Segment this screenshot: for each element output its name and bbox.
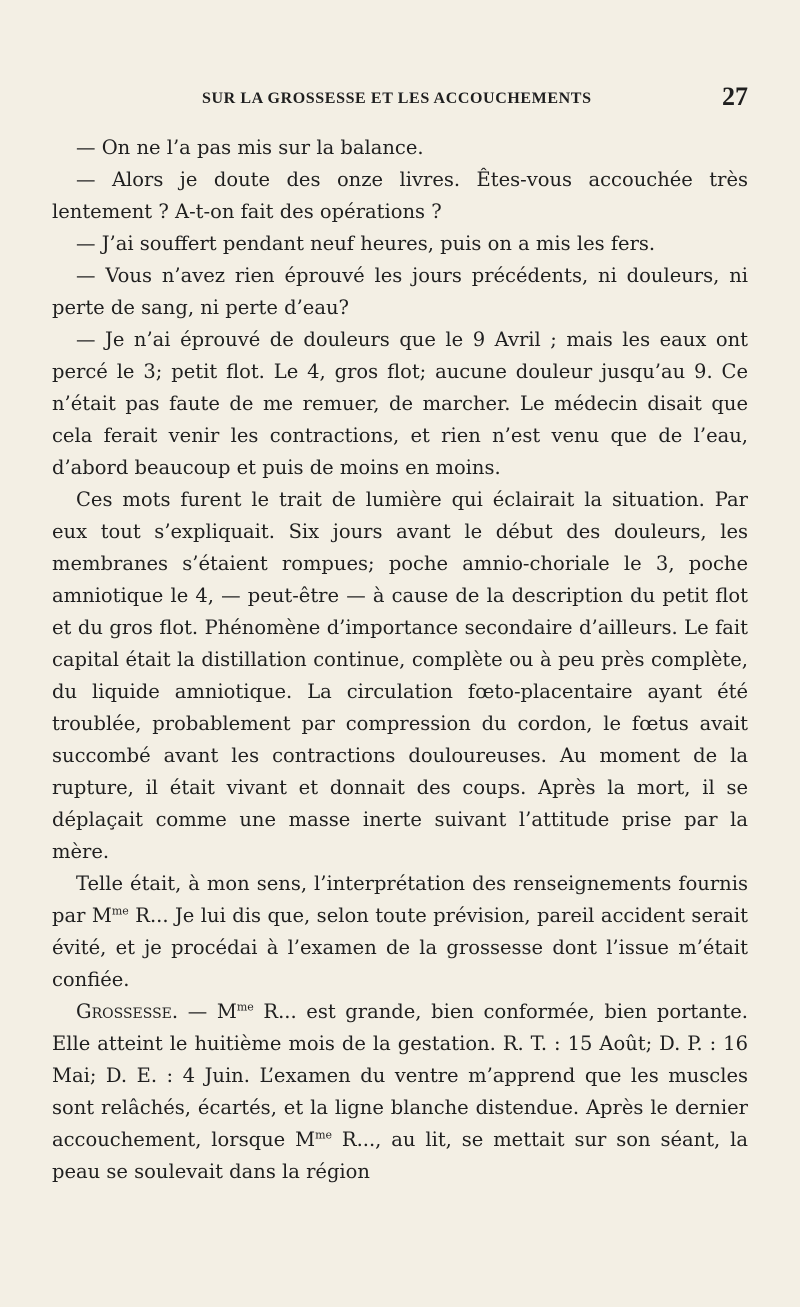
paragraph-text: R..., au lit, se mettait sur son séant, la peau se soulevait dans la région [52,1128,748,1183]
page-number: 27 [722,82,748,111]
header-title: SUR LA GROSSESSE ET LES ACCOUCHEMENTS [202,90,592,107]
paragraph: — Je n’ai éprouvé de douleurs que le 9 Avril ; mais les eaux ont percé le 3; petit flot. Le 4, gros flot; aucune douleur jusqu’au 9. Ce n’était pas faute de me remuer, de marcher. Le médecin disait que cela ferait venir les contractions, et rien n’est venu que de l’eau, d’abord beaucoup et puis de moins en moins. [52,328,748,479]
paragraph-text: R... est grande, bien conformée, bien portante. Elle atteint le huitième mois de la gestation. R. T. : 15 Août; D. P. : 16 Mai; D. E. : 4 Juin. L’examen du ventre m’apprend que les muscles sont relâchés, écartés, et la ligne blanche distendue. Après le dernier accouchement, lorsque M [52,1000,748,1151]
paragraph-text: — M [178,1000,237,1023]
paragraph: — J’ai souffert pendant neuf heures, puis on a mis les fers. [76,232,656,255]
paragraph-text-after: R... Je lui dis que, selon toute prévision, pareil accident serait évité, et je procédai à l’examen de la grossesse dont l’issue m’était confiée. [52,904,748,991]
paragraph: — Alors je doute des onze livres. Êtes-vous accouchée très lentement ? A-t-on fait des opérations ? [52,168,748,223]
paragraph [52,996,748,1188]
section-heading: Grossesse. [76,1000,179,1023]
paragraph [52,868,748,996]
paragraph-text-before: Telle était, à mon sens, l’interprétation des renseignements fournis par M [52,872,748,927]
body-text [52,132,748,1188]
paragraph: Ces mots furent le trait de lumière qui éclairait la situation. Par eux tout s’expliquait. Six jours avant le début des douleurs, les membranes s’étaient rompues; poche amnio-choriale le 3, poche amniotique le 4, — peut-être — à cause de la description du petit flot et du gros flot. Phénomène d’importance secondaire d’ailleurs. Le fait capital était la distillation continue, complète ou à peu près complète, du liquide amniotique. La circulation fœto-placentaire ayant été troublée, probablement par compression du cordon, le fœtus avait succombé avant les contractions douloureuses. Au moment de la rupture, il était vivant et donnait des coups. Après la mort, il se déplaçait comme une masse inerte suivant l’attitude prise par la mère. [52,488,748,863]
superscript: me [236,1000,254,1014]
paragraph: — On ne l’a pas mis sur la balance. [76,136,424,159]
running-header [52,82,748,122]
superscript: me [111,904,129,918]
paragraph: — Vous n’avez rien éprouvé les jours précédents, ni douleurs, ni perte de sang, ni perte d’eau? [52,264,748,319]
superscript: me [315,1128,333,1142]
